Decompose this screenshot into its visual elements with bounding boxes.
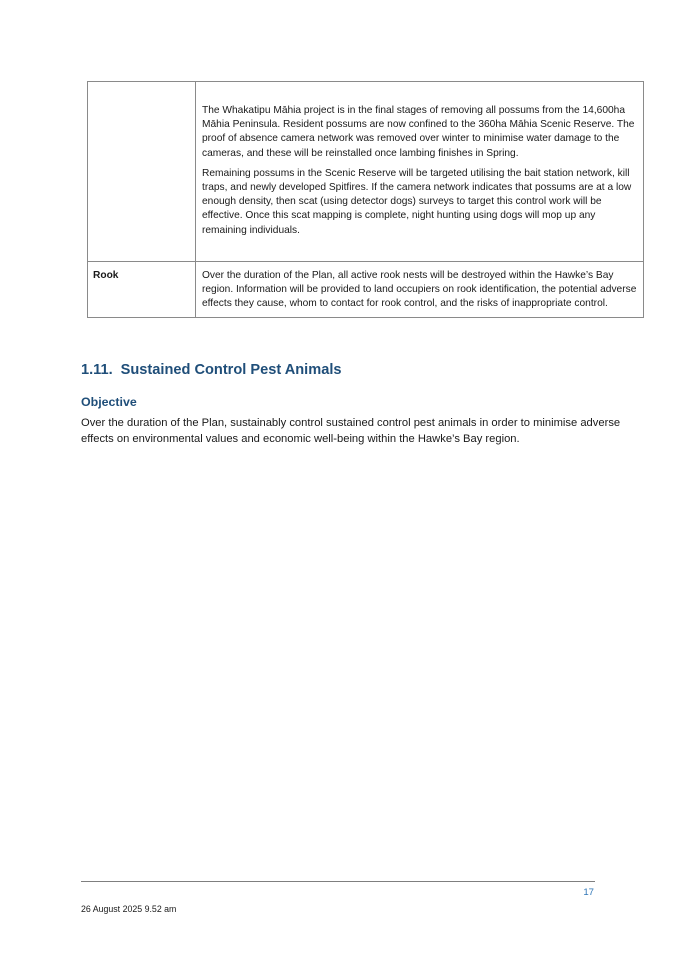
objective-text: Over the duration of the Plan, sustainably control sustained control pest animals in order to minimise adverse effects on environmental values and economic well-being within the Hawke’s Bay region.	[81, 417, 621, 445]
table-row	[88, 262, 644, 318]
table-row	[88, 82, 644, 262]
footer-divider	[81, 881, 595, 882]
pest-name-cell	[88, 82, 196, 262]
pest-description-cell	[196, 82, 644, 262]
section-heading	[81, 362, 342, 378]
pest-description-cell	[196, 262, 644, 318]
pest-name-cell: Rook	[88, 262, 196, 318]
section-number: 1.11.	[81, 362, 113, 378]
description-paragraph: Over the duration of the Plan, all active rook nests will be destroyed within the Hawke’s Bay region. Information will be provided to land occupiers on rook identification, the potential adverse effects they cause, whom to contact for rook control, and the risks of inappropriate control.	[202, 270, 637, 310]
page-number: 17	[583, 887, 594, 898]
description-paragraph: Remaining possums in the Scenic Reserve will be targeted utilising the bait station network, kill traps, and newly developed Spitfires. If the camera network indicates that possums are at a low enough density, then scat (using detector dogs) surveys to target this control work will be effective. Once this scat mapping is complete, night hunting using dogs will mop up any remaining individuals.	[202, 167, 632, 236]
objective-heading: Objective	[81, 395, 137, 409]
footer-date: 26 August 2025 9.52 am	[81, 904, 177, 914]
description-paragraph: The Whakatipu Māhia project is in the final stages of removing all possums from the 14,600ha Māhia Peninsula. Resident possums are now confined to the 360ha Māhia Scenic Reserve. The proof of absence camera network was removed over winter to minimise water damage to the cameras, and these will be reinstalled once lambing finishes in Spring.	[202, 105, 635, 159]
pest-control-table	[87, 81, 644, 318]
section-title: Sustained Control Pest Animals	[120, 362, 342, 378]
